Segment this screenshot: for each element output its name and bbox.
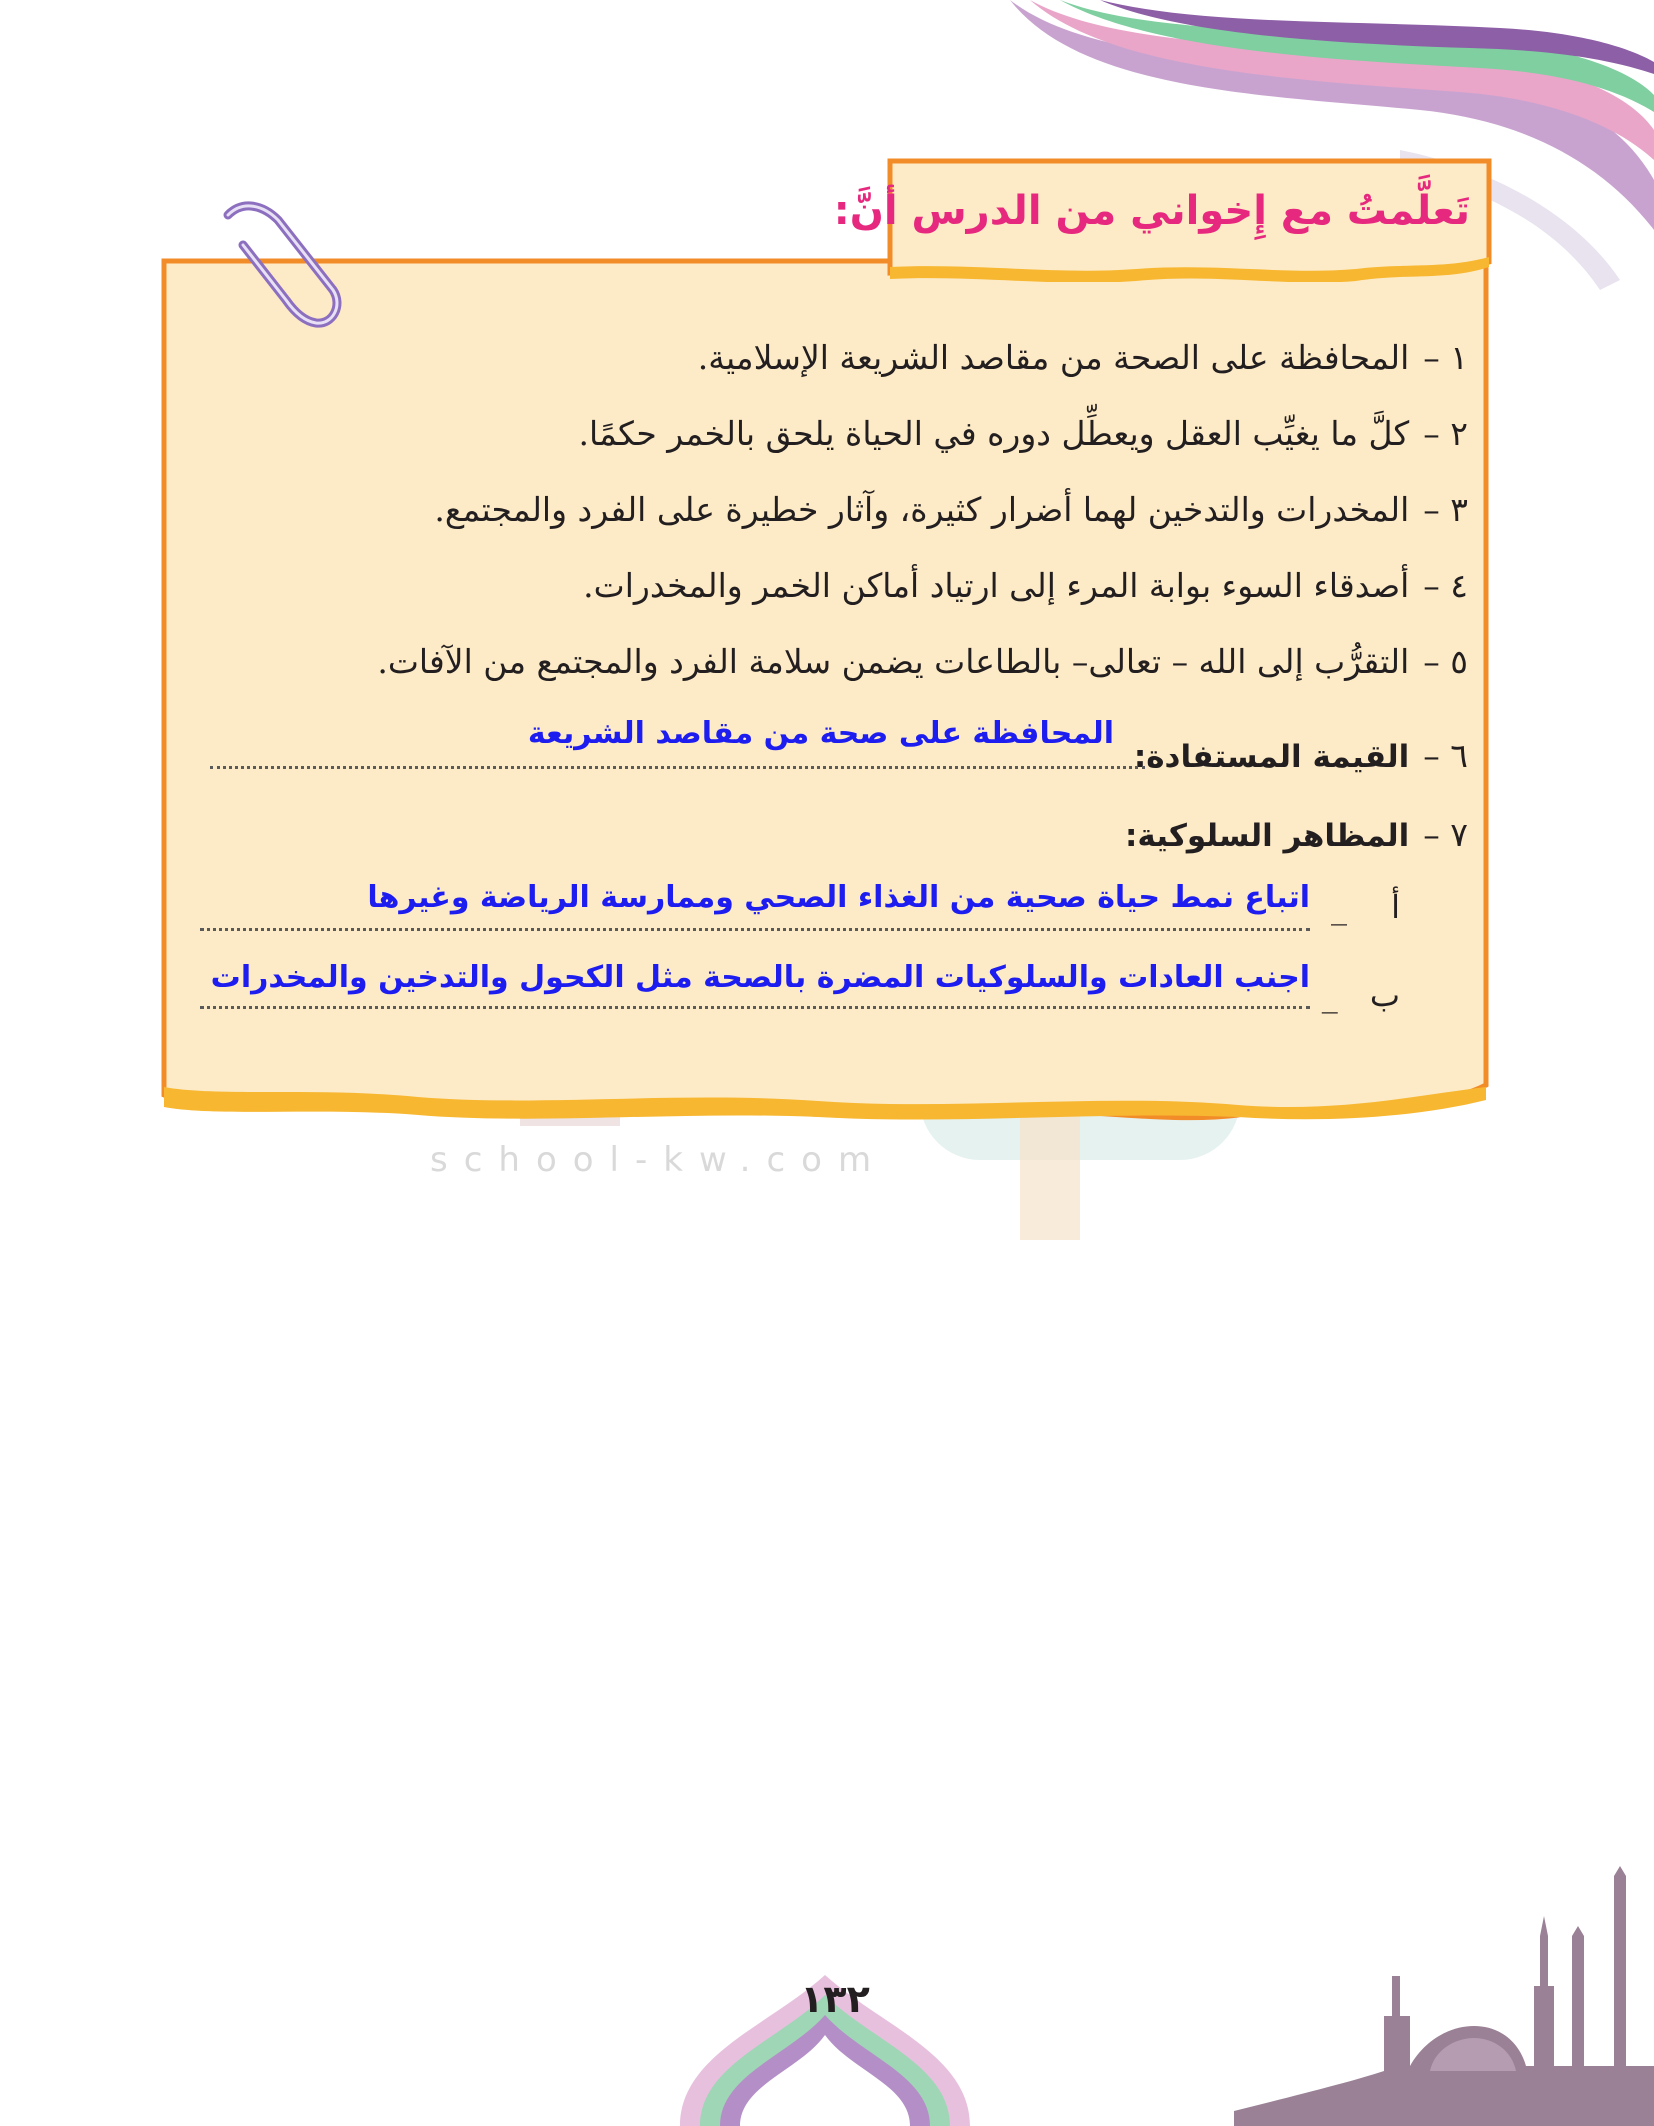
- sub-item-b-marker: [1322, 976, 1400, 1014]
- sub-letter: أ: [1391, 888, 1400, 926]
- point-5: [377, 642, 1468, 681]
- sub-item-a-marker: [1331, 888, 1400, 926]
- sub-a-answer-line: [200, 928, 1310, 931]
- point-number: ٣ –: [1423, 490, 1468, 529]
- point-text: كلَّ ما يغيِّب العقل ويعطِّل دوره في الحياة يلحق بالخمر حكمًا.: [578, 414, 1410, 453]
- point-text: التقرُّب إلى الله – تعالى– بالطاعات يضمن سلامة الفرد والمجتمع من الآفات.: [377, 642, 1410, 681]
- watermark-site-text: school-kw.com: [430, 1140, 888, 1180]
- point-1: [698, 338, 1468, 377]
- point-text: أصدقاء السوء بوابة المرء إلى ارتياد أماكن الخمر والمخدرات.: [583, 566, 1410, 605]
- point-number: ٥ –: [1423, 642, 1468, 681]
- page-number: ١٣٢: [800, 1977, 870, 2021]
- point-number: ٤ –: [1423, 566, 1468, 605]
- point-6: [1134, 736, 1468, 775]
- point-text: المحافظة على الصحة من مقاصد الشريعة الإسلامية.: [697, 338, 1410, 377]
- value-answer: المحافظة على صحة من مقاصد الشريعة: [527, 716, 1114, 751]
- paperclip-icon: [208, 195, 343, 330]
- point-4: [583, 566, 1468, 605]
- sub-letter: ب: [1369, 976, 1400, 1014]
- point-2: [579, 414, 1469, 453]
- sub-dash: _: [1321, 976, 1338, 1014]
- point-number: ٧ –: [1423, 815, 1468, 854]
- value-label: القيمة المستفادة:: [1133, 739, 1410, 775]
- behavior-label: المظاهر السلوكية:: [1125, 818, 1410, 854]
- sub-a-answer: اتباع نمط حياة صحية من الغذاء الصحي وممارسة الرياضة وغيرها: [367, 880, 1310, 915]
- point-7: [1125, 815, 1468, 854]
- point-3: [434, 490, 1468, 529]
- point-text: المخدرات والتدخين لهما أضرار كثيرة، وآثار خطيرة على الفرد والمجتمع.: [434, 490, 1410, 529]
- mosque-skyline-decoration: [1234, 1866, 1654, 2126]
- point-number: ٢ –: [1423, 414, 1468, 453]
- sub-b-answer-line: [200, 1006, 1310, 1009]
- section-heading: تَعلَّمتُ مع إِخواني من الدرس أنَّ:: [833, 188, 1470, 234]
- sub-dash: _: [1330, 888, 1347, 926]
- sub-b-answer: اجنب العادات والسلوكيات المضرة بالصحة مثل الكحول والتدخين والمخدرات: [210, 960, 1310, 995]
- point-number: ٦ –: [1423, 736, 1468, 775]
- point-number: ١ –: [1423, 338, 1468, 377]
- value-answer-line: [210, 766, 1145, 769]
